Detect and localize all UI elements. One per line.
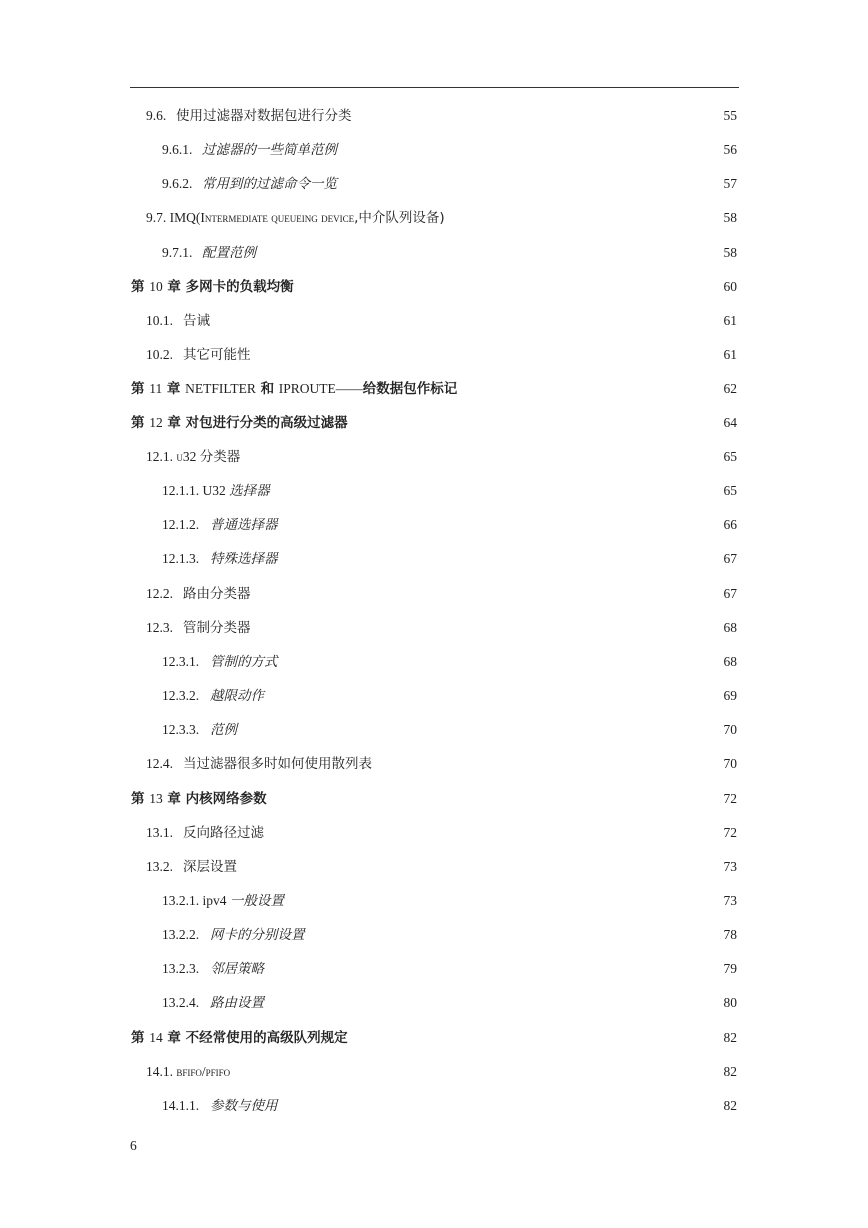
toc-entry-number: 14.1. bfifo/pfifo: [146, 1064, 231, 1079]
toc-entry-title: 网卡的分别设置: [210, 927, 305, 943]
toc-entry-number: 12.1.3.: [162, 551, 200, 566]
toc-entry-page: 73: [723, 859, 737, 874]
toc-entry-title: 告诫: [183, 313, 210, 329]
toc-entry[interactable]: [0, 1095, 868, 1117]
toc-chapter-label: 第 13 章 内核网络参数: [131, 791, 267, 807]
toc-entry-number: 13.2.2.: [162, 927, 200, 942]
toc-entry[interactable]: [0, 173, 868, 195]
toc-entry-page: 62: [723, 381, 737, 396]
toc-chapter-title: 对包进行分类的高级过滤器: [185, 415, 348, 431]
toc-entry-page: 73: [723, 893, 737, 908]
toc-entry-number: 12.2.: [146, 586, 173, 601]
toc-entry-number: 9.6.2.: [162, 176, 193, 191]
toc-entry-page: 82: [723, 1030, 737, 1045]
toc-entry-title-smallcaps: Intermediate queueing device: [200, 210, 355, 225]
toc-entry-title: 邻居策略: [210, 961, 264, 977]
toc-chapter-label: 第 14 章 不经常使用的高级队列规定: [131, 1030, 348, 1046]
toc-entry-number: 10.1.: [146, 313, 173, 328]
toc-entry[interactable]: [0, 480, 868, 502]
toc-entry-number: 12.3.: [146, 620, 173, 635]
toc-entry-title-smallcaps: u32: [176, 449, 197, 464]
toc-entry-title: 参数与使用: [210, 1098, 278, 1114]
toc-entry-number: 12.1.2.: [162, 517, 200, 532]
page-number: 6: [130, 1138, 137, 1153]
toc-entry-page: 72: [723, 825, 737, 840]
toc-entry-page: 58: [723, 245, 737, 260]
toc-entry-title: 配置范例: [202, 245, 256, 261]
toc-entry-title-smallcaps: bfifo/pfifo: [176, 1064, 231, 1079]
toc-entry-page: 65: [723, 483, 737, 498]
toc-entry[interactable]: [0, 856, 868, 878]
toc-entry-number: 10.2.: [146, 347, 173, 362]
toc-entry-page: 72: [723, 791, 737, 806]
toc-entry-title: 常用到的过滤命令一览: [202, 176, 337, 192]
toc-entry-page: 61: [723, 347, 737, 362]
toc-entry-page: 69: [723, 688, 737, 703]
toc-entry-number: 9.7.1.: [162, 245, 193, 260]
toc-entry[interactable]: [0, 207, 868, 229]
toc-chapter-title: 不经常使用的高级队列规定: [185, 1030, 348, 1046]
toc-entry[interactable]: [0, 105, 868, 127]
toc-entry-page: 68: [723, 654, 737, 669]
toc-entry[interactable]: [0, 242, 868, 264]
toc-entry-page: 82: [723, 1064, 737, 1079]
toc-chapter[interactable]: [0, 412, 868, 434]
toc-entry[interactable]: [0, 890, 868, 912]
toc-entry[interactable]: [0, 958, 868, 980]
header-rule: [130, 87, 739, 88]
toc-entry-number: 12.3.1.: [162, 654, 200, 669]
toc-entry-page: 57: [723, 176, 737, 191]
toc-entry-title: 特殊选择器: [210, 551, 278, 567]
toc-entry-number: 12.1.1. U32 选择器: [162, 483, 270, 499]
toc-entry-number: 13.1.: [146, 825, 173, 840]
toc-entry-title: 当过滤器很多时如何使用散列表: [183, 756, 372, 772]
toc-entry[interactable]: [0, 822, 868, 844]
toc-entry[interactable]: [0, 583, 868, 605]
toc-entry[interactable]: [0, 924, 868, 946]
toc-entry[interactable]: [0, 139, 868, 161]
toc-entry[interactable]: [0, 310, 868, 332]
toc-entry[interactable]: [0, 1061, 868, 1083]
toc-chapter[interactable]: [0, 276, 868, 298]
toc-entry-title: 路由分类器: [183, 586, 251, 602]
toc-entry-title: 管制分类器: [183, 620, 251, 636]
toc-entry-page: 61: [723, 313, 737, 328]
toc-entry-number: 12.1. u32 分类器: [146, 449, 241, 465]
toc-entry-number: 12.3.2.: [162, 688, 200, 703]
toc-entry-title: 越限动作: [210, 688, 264, 704]
toc-entry-title: 范例: [210, 722, 237, 738]
toc-entry[interactable]: [0, 446, 868, 468]
toc-chapter[interactable]: [0, 378, 868, 400]
toc-entry-number: 13.2.: [146, 859, 173, 874]
toc-entry-page: 79: [723, 961, 737, 976]
toc-entry[interactable]: [0, 617, 868, 639]
toc-entry-title: 选择器: [229, 483, 270, 499]
toc-entry-page: 60: [723, 279, 737, 294]
toc-entry-number: 9.7. IMQ(Intermediate queueing device,中介队列设备): [146, 210, 445, 226]
toc-entry-title: ,中介队列设备): [354, 210, 445, 226]
toc-entry-number: 14.1.1.: [162, 1098, 200, 1113]
toc-chapter-label: 第 10 章 多网卡的负载均衡: [131, 279, 294, 295]
toc-entry-number: 9.6.: [146, 108, 167, 123]
toc-entry[interactable]: [0, 344, 868, 366]
toc-entry-number: 12.4.: [146, 756, 173, 771]
toc-entry-page: 66: [723, 517, 737, 532]
toc-chapter-title: 内核网络参数: [185, 791, 267, 807]
toc-entry-page: 55: [723, 108, 737, 123]
toc-entry-title: 普通选择器: [210, 517, 278, 533]
toc-entry-page: 64: [723, 415, 737, 430]
toc-entry[interactable]: [0, 548, 868, 570]
toc-entry-page: 80: [723, 995, 737, 1010]
toc-entry-page: 70: [723, 756, 737, 771]
toc-entry-page: 82: [723, 1098, 737, 1113]
toc-entry-number: 12.3.3.: [162, 722, 200, 737]
toc-entry[interactable]: [0, 685, 868, 707]
toc-entry-title: 一般设置: [229, 893, 284, 909]
toc-chapter-title: 多网卡的负载均衡: [185, 279, 294, 295]
toc-entry-page: 56: [723, 142, 737, 157]
toc-entry-title: 其它可能性: [183, 347, 251, 363]
toc-chapter-label: 第 11 章 NETFILTER 和 IPROUTE——给数据包作标记: [131, 381, 458, 397]
toc-entry-page: 70: [723, 722, 737, 737]
toc-chapter-title: 给数据包作标记: [362, 381, 458, 397]
toc-entry-title: 路由设置: [210, 995, 264, 1011]
toc-entry[interactable]: [0, 753, 868, 775]
toc-entry-number: 13.2.4.: [162, 995, 200, 1010]
toc-entry-page: 67: [723, 551, 737, 566]
toc-entry-title: 使用过滤器对数据包进行分类: [176, 108, 352, 124]
toc-entry[interactable]: [0, 719, 868, 741]
toc-entry-page: 68: [723, 620, 737, 635]
toc-entry-title: 分类器: [199, 449, 241, 465]
toc-entry-title: 过滤器的一些简单范例: [202, 142, 337, 158]
toc-entry-page: 58: [723, 210, 737, 225]
toc-entry-title: 管制的方式: [210, 654, 278, 670]
toc-entry-page: 65: [723, 449, 737, 464]
toc-entry[interactable]: [0, 514, 868, 536]
toc-chapter-label: 第 12 章 对包进行分类的高级过滤器: [131, 415, 348, 431]
toc-entry-number: 9.6.1.: [162, 142, 193, 157]
toc-entry-number: 13.2.3.: [162, 961, 200, 976]
toc-entry-title: 深层设置: [183, 859, 237, 875]
toc-chapter[interactable]: [0, 788, 868, 810]
toc-entry-page: 78: [723, 927, 737, 942]
toc-entry[interactable]: [0, 651, 868, 673]
toc-entry[interactable]: [0, 992, 868, 1014]
toc-entry-title: 反向路径过滤: [183, 825, 264, 841]
toc-entry-number: 13.2.1. ipv4 一般设置: [162, 893, 284, 909]
toc-entry-page: 67: [723, 586, 737, 601]
toc-chapter[interactable]: [0, 1027, 868, 1049]
